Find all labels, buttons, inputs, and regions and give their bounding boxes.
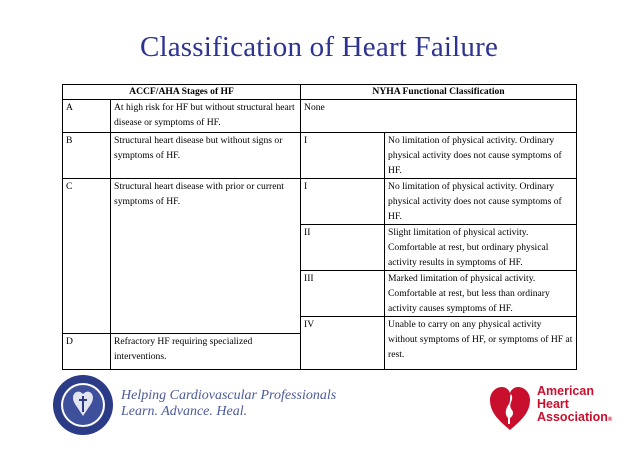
nyha-description: Unable to carry on any physical activity without symptoms of HF, or symptoms of HF at rest. [385, 317, 577, 370]
nyha-class: IV [301, 317, 385, 370]
stage-description: Structural heart disease but without signs or symptoms of HF. [111, 133, 301, 179]
slide-title: Classification of Heart Failure [139, 31, 499, 63]
stage-description: Refractory HF requiring specialized interventions. [111, 334, 301, 370]
tagline-line-2: Learn. Advance. Heal. [121, 404, 248, 419]
nyha-class: I [301, 179, 385, 225]
aha-line-3 [537, 411, 612, 427]
stage-letter: D [63, 334, 111, 370]
hf-classification-table [62, 84, 577, 370]
nyha-description: No limitation of physical activity. Ordinary physical activity does not cause symptoms of HF. [385, 179, 577, 225]
stage-description: At high risk for HF but without structural heart disease or symptoms of HF. [111, 100, 301, 133]
nyha-class: III [301, 271, 385, 317]
acc-tagline [121, 388, 336, 420]
nyha-description: Marked limitation of physical activity. Comfortable at rest, but less than ordinary activity causes symptoms of HF. [385, 271, 577, 317]
aha-line-2: Heart [537, 397, 569, 411]
nyha-class: I [301, 133, 385, 179]
aha-wordmark [537, 385, 612, 427]
heart-torch-icon [488, 384, 532, 432]
accf-header: ACCF/AHA Stages of HF [63, 85, 301, 100]
table-row [63, 179, 577, 225]
nyha-class: II [301, 225, 385, 271]
tagline-line-1: Helping Cardiovascular Professionals [121, 388, 337, 403]
stage-description: Structural heart disease with prior or current symptoms of HF. [111, 179, 301, 334]
aha-line-3-text: Association [537, 410, 608, 424]
stage-letter: B [63, 133, 111, 179]
table-row [63, 133, 577, 179]
nyha-description: Slight limitation of physical activity. Comfortable at rest, but ordinary physical activity results in symptoms of HF. [385, 225, 577, 271]
stage-letter: C [63, 179, 111, 334]
registered-mark: ® [607, 417, 613, 423]
nyha-description: No limitation of physical activity. Ordinary physical activity does not cause symptoms of HF. [385, 133, 577, 179]
acc-seal-icon [52, 374, 114, 436]
table-row [63, 100, 577, 133]
nyha-header: NYHA Functional Classification [301, 85, 577, 100]
stage-letter: A [63, 100, 111, 133]
aha-line-1: American [537, 384, 594, 398]
table-header-row [63, 85, 577, 100]
nyha-class: None [301, 100, 577, 133]
